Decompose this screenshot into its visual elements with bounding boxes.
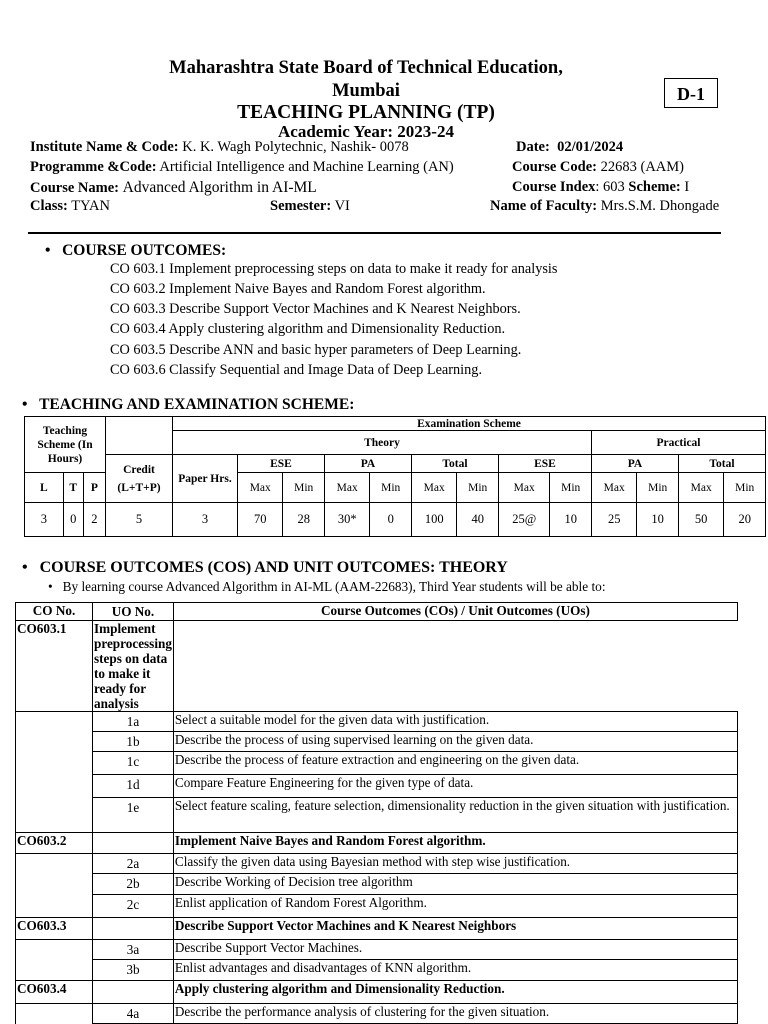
- max-header: Max: [591, 473, 636, 503]
- table-row: [16, 940, 738, 960]
- table-row: [16, 854, 738, 874]
- academic-year: Academic Year: 2023-24: [278, 122, 454, 141]
- board-title: Maharashtra State Board of Technical Education,: [169, 58, 563, 78]
- p-header: P: [83, 473, 105, 503]
- theory-ese-min: 28: [283, 503, 325, 537]
- co-uo-table: [15, 602, 738, 1024]
- uo-number-cell: 4a: [93, 1004, 174, 1024]
- practical-pa-min: 10: [637, 503, 679, 537]
- uo-number-cell: [93, 833, 174, 854]
- max-header: Max: [498, 473, 549, 503]
- co-number-cell: [16, 712, 93, 732]
- date-line: [516, 139, 623, 156]
- table-row: [16, 895, 738, 918]
- examination-scheme-header: Examination Scheme: [173, 417, 766, 431]
- table-row: [16, 712, 738, 732]
- co-number-cell: [16, 1004, 93, 1024]
- board-city: Mumbai: [332, 81, 400, 101]
- co-number-cell: CO603.3: [16, 918, 93, 940]
- unit-outcome-cell: Describe the performance analysis of clustering for the given situation.: [173, 1004, 737, 1024]
- credit-value: 5: [106, 503, 173, 537]
- unit-outcome-cell: Describe Support Vector Machines.: [173, 940, 737, 960]
- co-number-cell: [16, 940, 93, 960]
- co-number-cell: [16, 960, 93, 981]
- course-name-label: Course Name:: [30, 180, 119, 196]
- faculty-value: Mrs.S.M. Dhongade: [600, 198, 720, 214]
- cos-uos-intro: [48, 579, 606, 595]
- course-outcome-item: CO 603.1 Implement preprocessing steps on data to make it ready for analysis: [110, 261, 558, 277]
- course-outcome-item: CO 603.2 Implement Naive Bayes and Random Forest algorithm.: [110, 281, 486, 297]
- co-number-cell: [16, 732, 93, 752]
- min-header: Min: [550, 473, 592, 503]
- outcomes-header: Course Outcomes (COs) / Unit Outcomes (UOs): [173, 603, 737, 621]
- theory-total-header: Total: [411, 455, 498, 473]
- unit-outcome-cell: Select a suitable model for the given data with justification.: [173, 712, 737, 732]
- uo-number-cell: 1b: [93, 732, 174, 752]
- bullet-icon: •: [22, 396, 28, 413]
- teaching-scheme-header: Teaching Scheme (In Hours): [25, 417, 106, 473]
- practical-total-min: 20: [724, 503, 766, 537]
- course-outcome-cell: Describe Support Vector Machines and K Nearest Neighbors: [173, 918, 737, 940]
- document-title: TEACHING PLANNING (TP): [237, 102, 495, 123]
- unit-outcome-cell: Enlist application of Random Forest Algorithm.: [173, 895, 737, 918]
- co-number-cell: CO603.2: [16, 833, 93, 854]
- unit-outcome-cell: Describe the process of feature extraction and engineering on the given data.: [173, 752, 737, 775]
- co-number-cell: [16, 752, 93, 775]
- semester-value: VI: [334, 198, 350, 214]
- l-value: 3: [25, 503, 64, 537]
- cos-uos-title: COURSE OUTCOMES (COS) AND UNIT OUTCOMES: THEORY: [39, 559, 508, 576]
- theory-header: Theory: [173, 431, 592, 455]
- table-row: [16, 833, 738, 854]
- scheme-heading: [22, 396, 354, 414]
- theory-total-min: 40: [457, 503, 499, 537]
- uo-number-cell: 1c: [93, 752, 174, 775]
- practical-ese-min: 10: [550, 503, 592, 537]
- t-header: T: [63, 473, 83, 503]
- theory-pa-header: PA: [324, 455, 411, 473]
- class-label: Class:: [30, 198, 68, 214]
- uo-number-cell: 1e: [93, 798, 174, 833]
- examination-scheme-table: [24, 416, 766, 537]
- table-row: [16, 732, 738, 752]
- course-outcome-item: CO 603.5 Describe ANN and basic hyper parameters of Deep Learning.: [110, 342, 522, 358]
- course-outcomes-title: COURSE OUTCOMES:: [62, 242, 227, 259]
- small-bullet-icon: •: [48, 579, 53, 594]
- co-number-cell: [16, 895, 93, 918]
- practical-ese-max: 25@: [498, 503, 549, 537]
- table-row: [16, 960, 738, 981]
- table-row: [16, 981, 738, 1004]
- course-outcome-cell: Apply clustering algorithm and Dimensionality Reduction.: [173, 981, 737, 1004]
- unit-outcome-cell: Classify the given data using Bayesian method with step wise justification.: [173, 854, 737, 874]
- scheme-label: Scheme:: [628, 179, 681, 195]
- co-number-cell: CO603.4: [16, 981, 93, 1004]
- practical-ese-header: ESE: [498, 455, 591, 473]
- unit-outcome-cell: Select feature scaling, feature selection, dimensionality reduction in the given situation with justification.: [173, 798, 737, 833]
- uo-number-cell: [93, 981, 174, 1004]
- theory-pa-min: 0: [370, 503, 412, 537]
- p-value: 2: [83, 503, 105, 537]
- credit-header: Credit (L+T+P): [106, 455, 173, 503]
- blank-cell: [106, 417, 173, 455]
- course-name-line: [30, 179, 317, 197]
- course-code-line: [512, 159, 684, 176]
- course-index-line: [512, 179, 689, 196]
- semester-line: [270, 198, 350, 215]
- paper-hrs-header: Paper Hrs.: [173, 455, 238, 503]
- faculty-label: Name of Faculty:: [490, 198, 598, 214]
- course-index-label: Course Index: [512, 179, 596, 195]
- co-number-cell: CO603.1: [16, 621, 93, 712]
- class-line: [30, 198, 110, 215]
- unit-outcome-cell: Describe the process of using supervised learning on the given data.: [173, 732, 737, 752]
- max-header: Max: [324, 473, 369, 503]
- uo-number-cell: 3b: [93, 960, 174, 981]
- unit-outcome-cell: Describe Working of Decision tree algorithm: [173, 874, 737, 895]
- institute-value: K. K. Wagh Polytechnic, Nashik- 0078: [182, 139, 409, 155]
- min-header: Min: [724, 473, 766, 503]
- table-row: [16, 752, 738, 775]
- programme-value: Artificial Intelligence and Machine Learning (AN): [159, 159, 454, 175]
- practical-total-max: 50: [678, 503, 723, 537]
- course-outcome-cell: Implement Naive Bayes and Random Forest algorithm.: [173, 833, 737, 854]
- course-outcome-item: CO 603.3 Describe Support Vector Machines and K Nearest Neighbors.: [110, 301, 521, 317]
- class-value: TYAN: [71, 198, 110, 214]
- min-header: Min: [283, 473, 325, 503]
- theory-ese-header: ESE: [238, 455, 325, 473]
- course-name-value: Advanced Algorithm in AI-ML: [122, 179, 317, 196]
- scheme-value: I: [684, 179, 690, 195]
- table-row: [16, 621, 738, 712]
- l-header: L: [25, 473, 64, 503]
- date-label: Date:: [516, 139, 550, 155]
- bullet-icon: •: [22, 559, 28, 576]
- uo-number-cell: 2c: [93, 895, 174, 918]
- co-number-cell: [16, 798, 93, 833]
- table-row: [16, 918, 738, 940]
- practical-header: Practical: [591, 431, 765, 455]
- institute-line: [30, 139, 409, 156]
- course-code-value: 22683 (AAM): [600, 159, 684, 175]
- unit-outcome-cell: Compare Feature Engineering for the given type of data.: [173, 775, 737, 798]
- course-index-value: : 603: [595, 179, 625, 195]
- date-value: 02/01/2024: [557, 139, 624, 155]
- min-header: Min: [457, 473, 499, 503]
- scheme-title: TEACHING AND EXAMINATION SCHEME:: [39, 396, 355, 413]
- course-outcomes-heading: [45, 242, 226, 260]
- course-outcome-cell: Implement preprocessing steps on data to make it ready for analysis: [94, 621, 172, 711]
- max-header: Max: [411, 473, 456, 503]
- document-code-box: D-1: [664, 78, 718, 108]
- table-row: [16, 874, 738, 895]
- practical-total-header: Total: [678, 455, 765, 473]
- table-row: [16, 798, 738, 833]
- max-header: Max: [238, 473, 283, 503]
- t-value: 0: [63, 503, 83, 537]
- co-number-cell: [16, 874, 93, 895]
- uo-no-header: UO No.: [93, 603, 174, 621]
- max-header: Max: [678, 473, 723, 503]
- paper-hrs-value: 3: [173, 503, 238, 537]
- min-header: Min: [370, 473, 412, 503]
- uo-number-cell: 1d: [93, 775, 174, 798]
- table-row: [16, 775, 738, 798]
- cos-uos-intro-text: By learning course Advanced Algorithm in AI-ML (AAM-22683), Third Year students will be able to:: [62, 579, 606, 594]
- theory-total-max: 100: [411, 503, 456, 537]
- uo-number-cell: [93, 918, 174, 940]
- uo-number-cell: 3a: [93, 940, 174, 960]
- bullet-icon: •: [45, 242, 51, 259]
- course-outcome-item: CO 603.4 Apply clustering algorithm and Dimensionality Reduction.: [110, 321, 506, 337]
- table-row: [16, 1004, 738, 1024]
- course-outcome-item: CO 603.6 Classify Sequential and Image Data of Deep Learning.: [110, 362, 483, 378]
- uo-number-cell: 2a: [93, 854, 174, 874]
- faculty-line: [490, 198, 719, 215]
- programme-line: [30, 159, 454, 176]
- theory-ese-max: 70: [238, 503, 283, 537]
- co-no-header: CO No.: [16, 603, 93, 621]
- co-number-cell: [16, 854, 93, 874]
- uo-number-cell: 1a: [93, 712, 174, 732]
- cos-uos-heading: [22, 559, 508, 577]
- uo-number-cell: 2b: [93, 874, 174, 895]
- semester-label: Semester:: [270, 198, 332, 214]
- course-code-label: Course Code:: [512, 159, 597, 175]
- institute-label: Institute Name & Code:: [30, 139, 179, 155]
- min-header: Min: [637, 473, 679, 503]
- unit-outcome-cell: Enlist advantages and disadvantages of KNN algorithm.: [173, 960, 737, 981]
- theory-pa-max: 30*: [324, 503, 369, 537]
- programme-label: Programme &Code:: [30, 159, 157, 175]
- header-divider: [28, 232, 721, 234]
- practical-pa-header: PA: [591, 455, 678, 473]
- co-number-cell: [16, 775, 93, 798]
- practical-pa-max: 25: [591, 503, 636, 537]
